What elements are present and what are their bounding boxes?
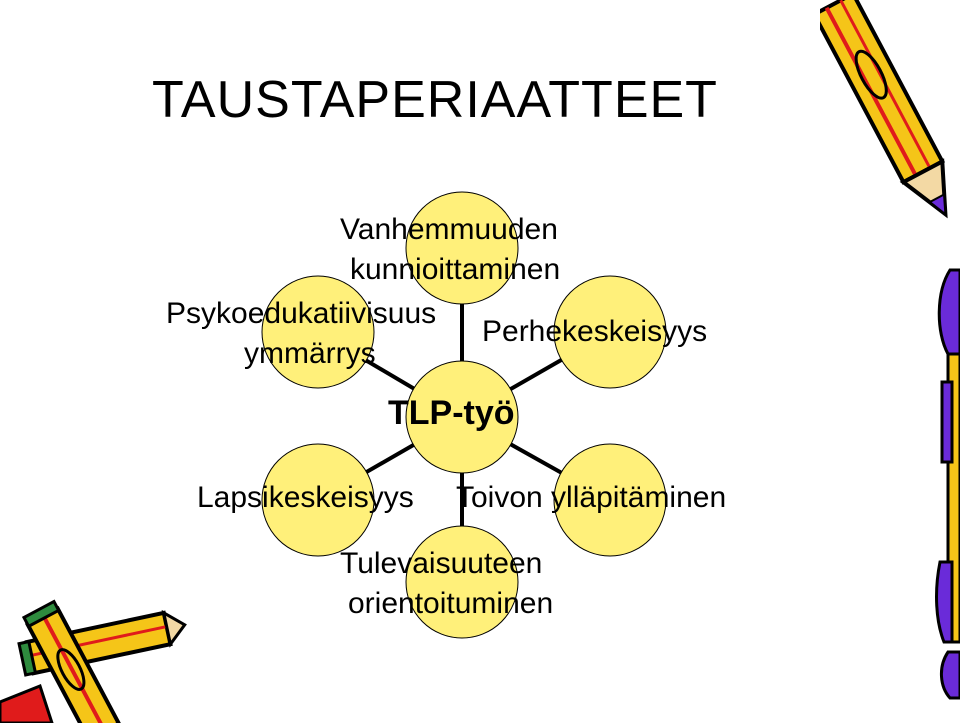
- node-label-top-line-1: Vanhemmuuden: [340, 213, 558, 246]
- node-label-bottom-left: [197, 478, 414, 518]
- node-label-bottom-left-line-1: Lapsikeskeisyys: [197, 481, 414, 514]
- hub-label: TLP-työ: [388, 394, 515, 432]
- pencil-bottom-left-icon: [0, 590, 190, 723]
- node-label-top-line-2: kunnioittaminen: [350, 253, 561, 286]
- node-label-top: [340, 210, 560, 290]
- pencil-right-edge-icon: [928, 262, 960, 702]
- slide-title: TAUSTAPERIAATTEET: [152, 71, 718, 129]
- node-label-top-left-line-1: Psykoedukatiivisuus: [166, 297, 437, 330]
- node-label-bottom-right: [456, 478, 726, 518]
- node-label-top-right: [482, 312, 707, 352]
- node-label-bottom-line-1: Tulevaisuuteen: [340, 547, 543, 580]
- node-label-top-left: [166, 294, 436, 374]
- node-label-bottom: [340, 544, 553, 624]
- pencil-top-right-icon: [820, 0, 960, 230]
- node-label-top-right-line-1: Perhekeskeisyys: [482, 315, 708, 348]
- node-label-bottom-right-line-1: Toivon ylläpitäminen: [456, 481, 727, 514]
- node-label-bottom-line-2: orientoituminen: [348, 587, 554, 620]
- node-label-top-left-line-2: ymmärrys: [244, 337, 376, 370]
